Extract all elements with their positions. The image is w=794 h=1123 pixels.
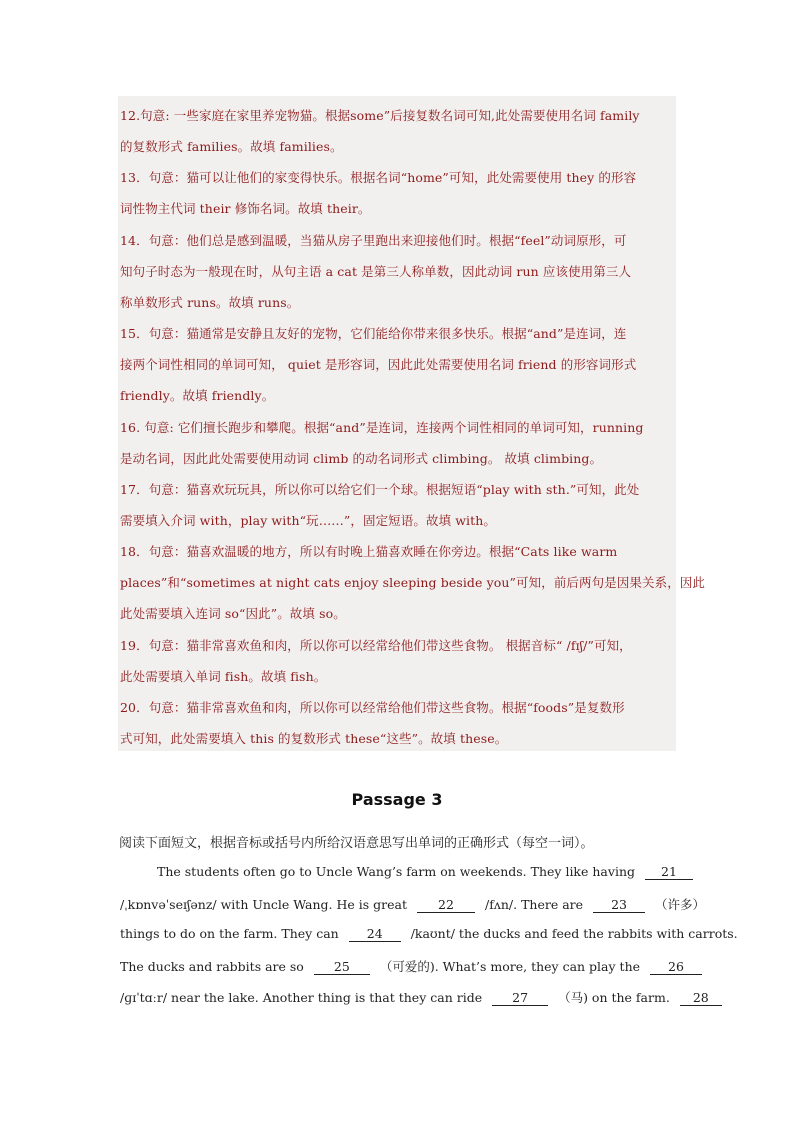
passage-line: [120, 957, 702, 975]
answer-line: 需要填入介词 with，play with“玩……”，固定短语。故填 with。: [120, 513, 497, 528]
answer-line: friendly。故填 friendly。: [120, 388, 275, 403]
answer-line: 的复数形式 families。故填 families。: [120, 139, 343, 154]
answer-line: 12.句意: 一些家庭在家里养宠物猫。根据some”后接复数名词可知,此处需要使用名词 family: [120, 108, 640, 123]
answer-line: 称单数形式 runs。故填 runs。: [120, 295, 300, 310]
answer-line: 19．句意：猫非常喜欢鱼和肉，所以你可以经常给他们带这些食物。 根据音标“ /fɪʃ/”可知，: [120, 638, 632, 653]
passage-text: The students often go to Uncle Wang’s farm on weekends. They like having: [157, 864, 635, 879]
passage-line: [120, 926, 738, 942]
answer-line: 17．句意：猫喜欢玩玩具，所以你可以给它们一个球。根据短语“play with sth.”可知，此处: [120, 482, 640, 497]
blank-21[interactable]: 21: [645, 865, 693, 880]
passage-text: /ˌkɒnvəˈseɪʃənz/ with Uncle Wang. He is great: [120, 897, 408, 912]
passage-text: （可爱的). What’s more, they can play the: [379, 959, 641, 974]
answer-line: 20．句意：猫非常喜欢鱼和肉，所以你可以经常给他们带这些食物。根据“foods”是复数形: [120, 700, 625, 715]
answer-line: 接两个词性相同的单词可知， quiet 是形容词，因此此处需要使用名词 friend 的形容词形式: [120, 357, 637, 372]
blank-27[interactable]: 27: [492, 991, 548, 1006]
passage-text: /ɡɪˈtɑːr/ near the lake. Another thing is that they can ride: [120, 990, 483, 1005]
passage-text: （马) on the farm.: [558, 990, 670, 1005]
passage-instruction: 阅读下面短文，根据音标或括号内所给汉语意思写出单词的正确形式（每空一词）。: [119, 836, 594, 851]
answer-line: 此处需要填入单词 fish。故填 fish。: [120, 669, 327, 684]
passage-text: （许多）: [655, 897, 706, 912]
passage-line: [120, 988, 722, 1006]
answer-line: 13．句意：猫可以让他们的家变得快乐。根据名词“home”可知，此处需要使用 they 的形容: [120, 170, 637, 185]
answer-explanations-box: [118, 96, 706, 751]
answer-line: 16. 句意: 它们擅长跑步和攀爬。根据“and”是连词，连接两个词性相同的单词可知，running: [120, 420, 644, 435]
blank-28[interactable]: 28: [680, 991, 722, 1006]
answer-line: 18．句意：猫喜欢温暖的地方，所以有时晚上猫喜欢睡在你旁边。根据“Cats like warm: [120, 544, 618, 559]
answer-line: 词性物主代词 their 修饰名词。故填 their。: [120, 201, 371, 216]
passage-title: Passage 3: [351, 790, 443, 809]
blank-25[interactable]: 25: [314, 960, 370, 975]
answer-line: 15．句意：猫通常是安静且友好的宠物，它们能给你带来很多快乐。根据“and”是连词，连: [120, 326, 627, 341]
passage-text: The ducks and rabbits are so: [120, 959, 304, 974]
answer-line: places”和“sometimes at night cats enjoy sleeping beside you”可知，前后两句是因果关系，因此: [120, 575, 706, 590]
blank-23[interactable]: 23: [593, 898, 645, 913]
answer-line: 14．句意：他们总是感到温暖，当猫从房子里跑出来迎接他们时。根据“feel”动词原形，可: [120, 233, 627, 248]
passage-text: things to do on the farm. They can: [120, 926, 339, 941]
blank-22[interactable]: 22: [417, 898, 475, 913]
passage-text: /fʌn/. There are: [484, 897, 584, 912]
answer-line: 知句子时态为一般现在时，从句主语 a cat 是第三人称单数，因此动词 run 应该使用第三人: [120, 264, 632, 279]
passage-line: [120, 895, 705, 913]
answer-line: 式可知，此处需要填入 this 的复数形式 these“这些”。故填 these。: [120, 731, 508, 746]
passage-text: /kaʊnt/ the ducks and feed the rabbits with carrots.: [410, 926, 738, 941]
answer-line: 此处需要填入连词 so“因此”。故填 so。: [120, 606, 346, 621]
blank-24[interactable]: 24: [349, 927, 401, 942]
passage-line: [157, 864, 693, 880]
blank-26[interactable]: 26: [650, 960, 702, 975]
answer-line: 是动名词，因此此处需要使用动词 climb 的动名词形式 climbing。 故填 climbing。: [120, 451, 603, 466]
